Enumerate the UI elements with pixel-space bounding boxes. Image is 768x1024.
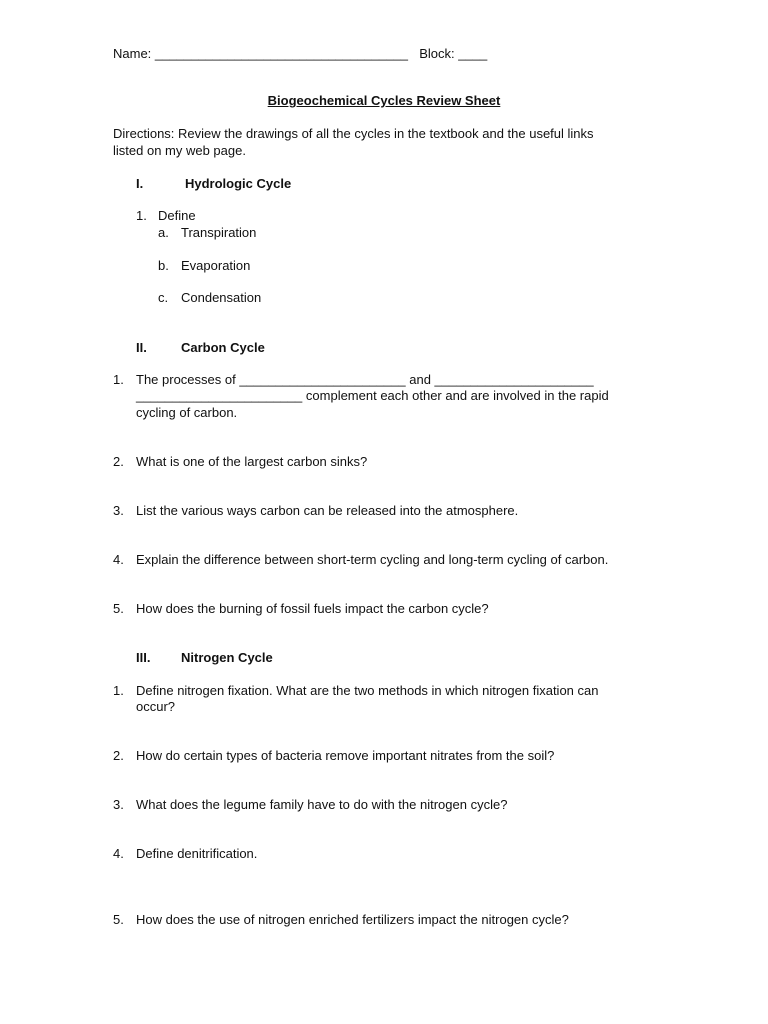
hydro-item-text: Transpiration bbox=[181, 225, 257, 240]
carbon-q-line: What is one of the largest carbon sinks? bbox=[136, 454, 368, 469]
carbon-q-line: How does the burning of fossil fuels impact the carbon cycle? bbox=[136, 601, 489, 616]
hydro-item-letter: a. bbox=[158, 225, 169, 240]
carbon-q-num: 2. bbox=[113, 454, 124, 469]
carbon-q-line: _______________________ complement each other and are involved in the rapid bbox=[136, 388, 609, 403]
carbon-q-line: Explain the difference between short-term cycling and long-term cycling of carbon. bbox=[136, 552, 609, 567]
carbon-q-num: 4. bbox=[113, 552, 124, 567]
section-numeral-3: III. bbox=[136, 650, 151, 665]
section-numeral-2: II. bbox=[136, 340, 147, 355]
hydro-q1-num: 1. bbox=[136, 208, 147, 223]
name-blank[interactable]: ___________________________________ bbox=[154, 46, 408, 61]
nitrogen-q-num: 5. bbox=[113, 912, 124, 927]
name-label: Name: bbox=[113, 46, 152, 61]
nitrogen-q-line: What does the legume family have to do with the nitrogen cycle? bbox=[136, 797, 508, 812]
hydro-item-letter: b. bbox=[158, 258, 169, 273]
carbon-q-line: The processes of _______________________ and ______________________ bbox=[136, 372, 594, 387]
section-title-nitrogen: Nitrogen Cycle bbox=[181, 650, 273, 665]
nitrogen-q-line: How does the use of nitrogen enriched fertilizers impact the nitrogen cycle? bbox=[136, 912, 569, 927]
section-title-carbon: Carbon Cycle bbox=[181, 340, 265, 355]
section-numeral-1: I. bbox=[136, 176, 144, 191]
nitrogen-q-num: 2. bbox=[113, 748, 124, 763]
hydro-item-letter: c. bbox=[158, 290, 169, 305]
block-blank[interactable]: ____ bbox=[458, 46, 488, 61]
nitrogen-q-line: Define nitrogen fixation. What are the two methods in which nitrogen fixation can bbox=[136, 683, 599, 698]
carbon-q-num: 3. bbox=[113, 503, 124, 518]
carbon-q-num: 1. bbox=[113, 372, 124, 387]
carbon-q-line: cycling of carbon. bbox=[136, 405, 238, 420]
hydro-item-text: Condensation bbox=[181, 290, 262, 305]
directions-line-2: listed on my web page. bbox=[113, 143, 246, 158]
page-title: Biogeochemical Cycles Review Sheet bbox=[267, 93, 501, 108]
nitrogen-q-num: 1. bbox=[113, 683, 124, 698]
nitrogen-q-line: Define denitrification. bbox=[136, 846, 258, 861]
block-label: Block: bbox=[419, 46, 455, 61]
nitrogen-q-num: 3. bbox=[113, 797, 124, 812]
directions-line-1: Directions: Review the drawings of all the cycles in the textbook and the useful links bbox=[113, 126, 594, 141]
carbon-q-num: 5. bbox=[113, 601, 124, 616]
section-title-hydrologic: Hydrologic Cycle bbox=[185, 176, 292, 191]
carbon-q-line: List the various ways carbon can be released into the atmosphere. bbox=[136, 503, 519, 518]
hydro-item-text: Evaporation bbox=[181, 258, 251, 273]
nitrogen-q-line: occur? bbox=[136, 699, 176, 714]
nitrogen-q-line: How do certain types of bacteria remove important nitrates from the soil? bbox=[136, 748, 555, 763]
name-line bbox=[113, 46, 487, 62]
hydro-q1-text: Define bbox=[158, 208, 196, 223]
nitrogen-q-num: 4. bbox=[113, 846, 124, 861]
